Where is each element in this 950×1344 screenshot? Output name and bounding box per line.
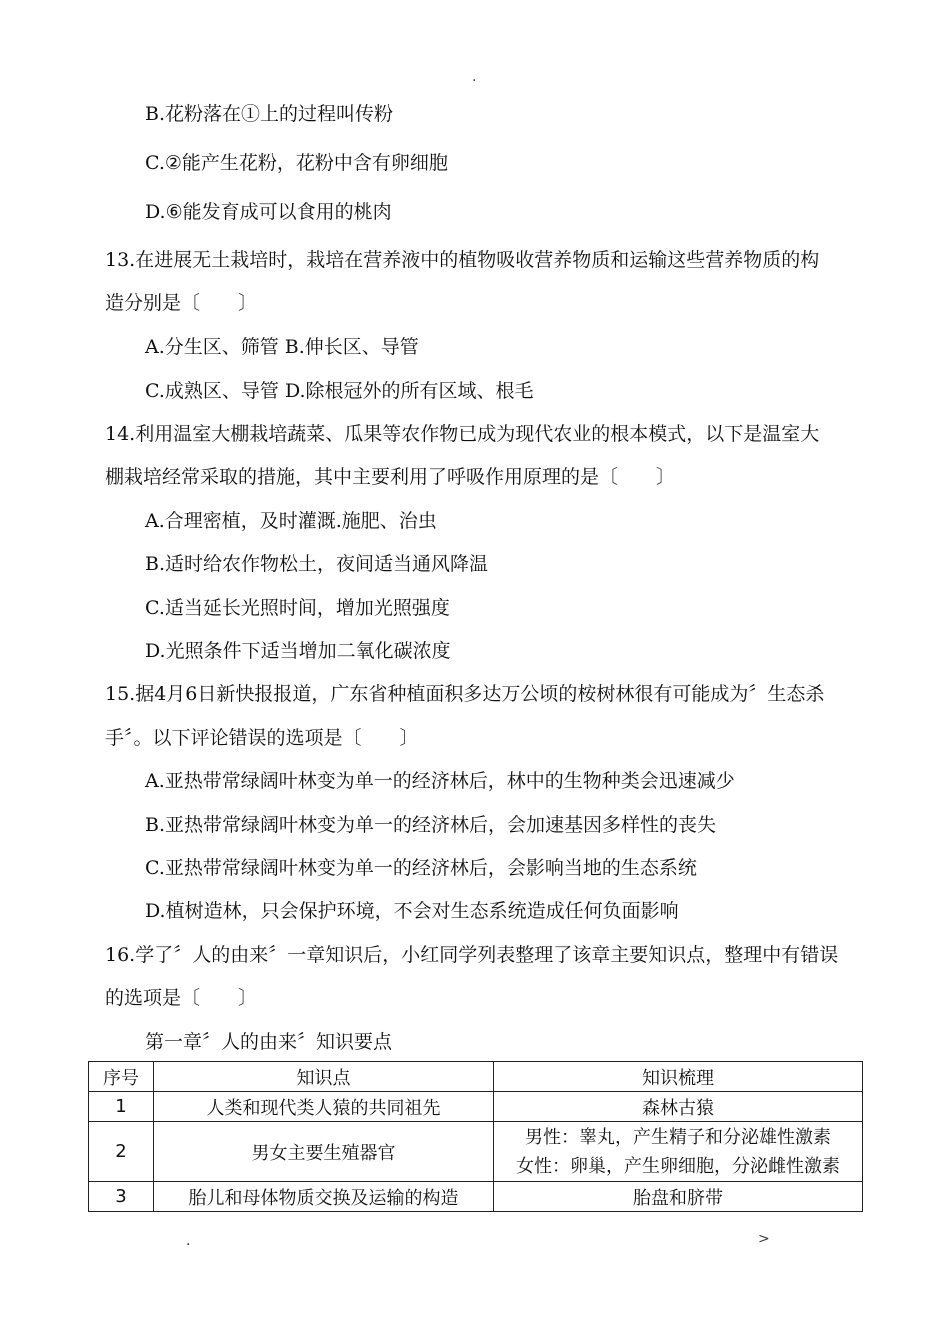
row-summary: 森林古猿: [494, 1092, 863, 1122]
option-12-c: C.②能产生花粉，花粉中含有卵细胞: [145, 152, 448, 174]
question-16-line-1: 16.学了〞人的由来〞一章知识后，小红同学列表整理了该章主要知识点，整理中有错误: [105, 944, 839, 966]
question-16-line-2: 的选项是〔 〕: [105, 987, 258, 1009]
row-summary-line-male: 男性：睾丸，产生精子和分泌雄性激素: [525, 1126, 831, 1148]
option-14-c: C.适当延长光照时间，增加光照强度: [145, 597, 450, 619]
header-summary: 知识梳理: [494, 1062, 863, 1092]
table-row: [89, 1122, 863, 1182]
row-number: 3: [89, 1182, 154, 1212]
question-13-line-2: 造分别是〔 〕: [105, 292, 258, 314]
table-row: [89, 1092, 863, 1122]
option-14-d: D.光照条件下适当增加二氧化碳浓度: [145, 640, 451, 662]
header-mark: .: [472, 69, 477, 85]
question-14-line-2: 棚栽培经常采取的措施，其中主要利用了呼吸作用原理的是〔 〕: [105, 466, 676, 488]
row-point: 男女主要生殖器官: [154, 1122, 494, 1182]
question-14-line-1: 14.利用温室大棚栽培蔬菜、瓜果等农作物已成为现代农业的根本模式，以下是温室大: [105, 423, 820, 445]
question-13-line-1: 13.在进展无土栽培时，栽培在营养液中的植物吸收营养物质和运输这些营养物质的构: [105, 249, 820, 271]
row-summary: 胎盘和脐带: [494, 1182, 863, 1212]
row-point: 胎儿和母体物质交换及运输的构造: [154, 1182, 494, 1212]
row-number: 1: [89, 1092, 154, 1122]
table-caption: 第一章〞人的由来〞知识要点: [145, 1031, 393, 1053]
option-13-cd: C.成熟区、导管 D.除根冠外的所有区域、根毛: [145, 380, 534, 402]
option-15-a: A.亚热带常绿阔叶林变为单一的经济林后，林中的生物种类会迅速减少: [145, 770, 735, 792]
option-15-c: C.亚热带常绿阔叶林变为单一的经济林后，会影响当地的生态系统: [145, 857, 697, 879]
row-point: 人类和现代类人猿的共同祖先: [154, 1092, 494, 1122]
option-15-d: D.植树造林，只会保护环境，不会对生态系统造成任何负面影响: [145, 900, 679, 922]
option-13-ab: A.分生区、筛管 B.伸长区、导管: [145, 336, 419, 358]
option-12-d: D.⑥能发育成可以食用的桃肉: [145, 201, 392, 223]
row-summary: [494, 1122, 863, 1182]
question-15-line-1: 15.据4月6日新快报报道，广东省种植面积多达万公顷的桉树林很有可能成为〞生态杀: [105, 683, 825, 705]
table-header-row: [89, 1062, 863, 1092]
knowledge-table: [88, 1061, 863, 1212]
row-summary-line-female: 女性：卵巢，产生卵细胞，分泌雌性激素: [516, 1155, 840, 1177]
table-row: [89, 1182, 863, 1212]
option-15-b: B.亚热带常绿阔叶林变为单一的经济林后，会加速基因多样性的丧失: [145, 814, 717, 836]
row-number: 2: [89, 1122, 154, 1182]
option-14-b: B.适时给农作物松土，夜间适当通风降温: [145, 553, 489, 575]
option-12-b: B.花粉落在①上的过程叫传粉: [145, 103, 394, 125]
header-number: 序号: [89, 1062, 154, 1092]
footer-left-mark: .: [186, 1233, 191, 1249]
question-15-line-2: 手〞。以下评论错误的选项是〔 〕: [105, 727, 419, 749]
header-point: 知识点: [154, 1062, 494, 1092]
option-14-a: A.合理密植，及时灌溉.施肥、治虫: [145, 510, 437, 532]
footer-right-mark: >: [758, 1231, 770, 1247]
